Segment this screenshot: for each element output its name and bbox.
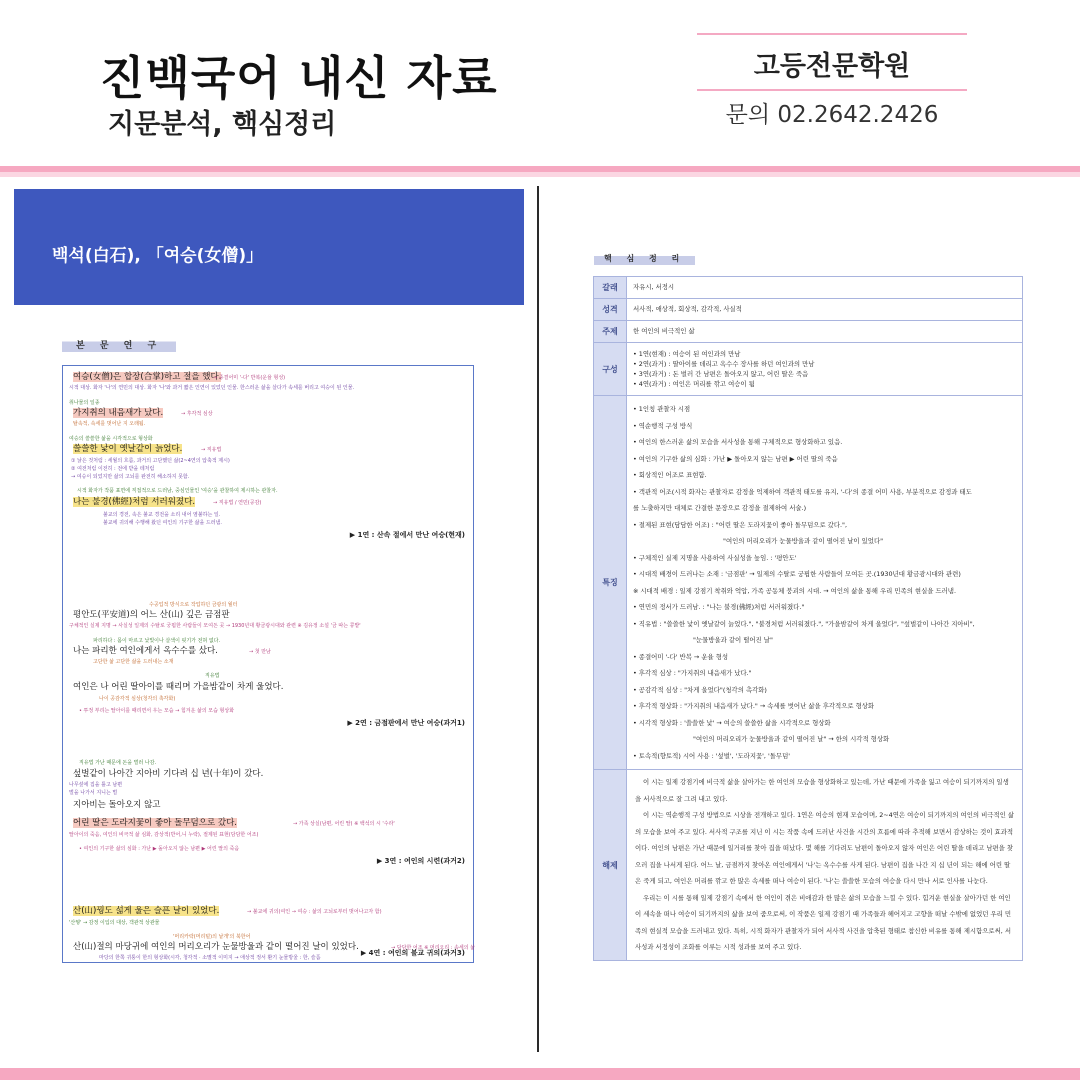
list-item: • 여인의 한스러운 삶의 모습을 서사성을 통해 구체적으로 형상화하고 있음.	[633, 438, 843, 447]
stanza-summary: ▶ 4연 : 여인의 불교 귀의(과거3)	[360, 949, 465, 957]
annotation: → 후각적 심상	[181, 411, 213, 417]
annotation: → 불교에 귀의(여인 → 여승 : 삶의 고뇌로부터 벗어나고자 함)	[247, 909, 382, 915]
list-item: • 종결어미 '-다' 반복 → 운율 형성	[633, 652, 729, 661]
annotation: 고단한 삶 고단한 삶을 드러내는 소재	[93, 659, 174, 665]
annotation: 직유법 가난 때문에 돈을 벌러 나감.	[79, 760, 157, 766]
row-label: 특징	[594, 396, 627, 770]
row-label: 갈래	[594, 277, 627, 299]
list-item: "여인의 머리오리가 눈물방울과 같이 떨어진 날" → 한의 시각적 형상화	[693, 735, 890, 744]
annotation: → 여승이 되었지만 삶의 고뇌를 완전히 해소하지 못함.	[71, 474, 190, 480]
section-tag-study: 본 문 연 구	[62, 337, 176, 352]
annotation: → 담담한 어조 ※ 머리오리 : 속세의 삶	[391, 945, 475, 951]
row-label: 주제	[594, 321, 627, 343]
list-item: 를 노출하지만 대체로 간결한 문장으로 감정을 절제하여 서술.)	[633, 504, 807, 513]
table-row	[594, 277, 1023, 299]
annotation: 취나물의 일종	[69, 400, 100, 406]
row-value: 자유시, 서정시	[627, 277, 1023, 299]
stanza-summary: ▶ 1연 : 산속 절에서 만난 여승(현재)	[349, 531, 465, 539]
poem-line: 여승(女僧)은 합장(合掌)하고 절을 했다.	[73, 372, 222, 382]
row-value: 한 여인의 비극적인 삶	[627, 321, 1023, 343]
header-rule-middle	[697, 89, 967, 91]
list-item: "여인의 머리오리가 눈물방울과 같이 떨어진 날이 있었다"	[723, 537, 884, 546]
poem-line: 어린 딸은 도라지꽃이 좋아 돌무덤으로 갔다.	[73, 818, 238, 828]
list-item: • 2연(과거) : 딸아이를 데리고 옥수수 장사를 하던 여인과의 만남	[633, 360, 815, 369]
contact-phone: 문의 02.2642.2426	[725, 102, 939, 128]
annotation: 직유법	[205, 673, 220, 679]
pink-band-top-shadow	[0, 172, 1080, 177]
table-row	[594, 299, 1023, 321]
annotation: 벌을 나가서 지니는 벌	[69, 790, 118, 796]
annotation: 파리하다 : 몸이 마르고 낯빛이나 살색이 핏기가 전혀 없다.	[93, 638, 221, 644]
list-item: • 구체적인 실제 지명을 사용하여 사실성을 높임. : '평안도'	[633, 553, 797, 562]
list-item: • 1인칭 관찰자 시점	[633, 405, 691, 414]
annotation: 시적 화자가 작품 표면에 직접적으로 드러남, 중심인물인 '여승'을 관찰하여 제시하는 관찰자.	[77, 488, 278, 494]
header-subtitle: 지문분석, 핵심정리	[108, 109, 337, 140]
annotation: → 종결어미 '-다' 반복(운율 형성)	[213, 375, 286, 381]
banner-title: 백석(白石), 「여승(女僧)」	[52, 246, 264, 266]
annotation: 구체적인 실제 지명 → 사실성 일제의 수탈로 궁핍한 사람들이 모여든 곳 → 1930년대 황금광시대와 관련 ※ 김유정 소설 '금 따는 콩밭'	[69, 623, 361, 629]
annotation: '머리카락(머리털)의 낱개'의 북한어	[173, 934, 251, 940]
title-banner	[14, 189, 524, 305]
poem-line: 쓸쓸한 낯이 옛날같이 늙었다.	[73, 444, 183, 454]
commentary-paragraph: 우리는 이 시를 통해 일제 강점기 속에서 한 여인이 겪은 비애감과 한 많은 삶의 모습을 느낄 수 있다. 힘겨운 현실을 살아가던 한 여인이 세속을 떠나 여승이 되기까지의 삶을 보여 줌으로써, 이 작품은 일제 강점기 때 가족들과 헤어지고 고향을 떠날 수밖에 없었던 우리 민족의 현실적 모습을 드러내고 있다. 특히, 시적 화자가 관찰자가 되어 서사적 사건을 압축된 형태로 참신한 비유를 통해 제시함으로써, 서사성과 서정성이 조화를 이루는 시적 성과를 보여 주고 있다.	[635, 893, 1012, 952]
academy-name: 고등전문학원	[753, 51, 911, 82]
poem-line: 산(山)절의 마당귀에 여인의 머리오리가 눈물방울과 같이 떨어진 날이 있었다.	[73, 942, 359, 952]
list-item: • 공감각적 심상 : "차게 울었다"(청각의 촉각화)	[633, 685, 767, 694]
list-item: • 객관적 어조(시적 화자는 관찰자로 감정을 억제하여 객관적 태도를 유지, '-다'의 종결 어미 사용, 부분적으로 감정과 태도	[633, 487, 972, 496]
annotation: 시적 대상. 화자 '나'의 연민의 대상. 화자 '나'와 과거 짧은 인연이 있었던 인물. 한스러운 삶을 살다가 속세를 버리고 여승이 된 인물.	[69, 385, 355, 391]
row-label: 구성	[594, 343, 627, 396]
row-label: 해제	[594, 770, 627, 961]
annotation: → 직유법 / 연민(공감)	[213, 500, 262, 506]
annotation: 수공업적 방식으로 작업하던 금광의 월터	[149, 602, 238, 608]
annotation: 나무섶에 집을 틀고 남편	[69, 782, 123, 788]
stanza-summary: ▶ 2연 : 금점판에서 만난 여승(과거1)	[347, 719, 465, 727]
row-value: 서사적, 애상적, 회상적, 감각적, 사실적	[627, 299, 1023, 321]
annotation: → 가족 상실(남편, 어린 딸) ※ 백석의 시 '수라'	[293, 821, 395, 827]
page-divider	[537, 186, 539, 1052]
commentary-paragraph: 이 시는 역순행적 구성 방법으로 시상을 전개하고 있다. 1연은 여승의 현재 모습이며, 2~4연은 여승이 되기까지의 여인의 비극적인 삶의 모습을 보여 주고 있다. 서사적 구조를 지닌 이 시는 작품 속에 드러난 사건을 시간의 흐름에 따라 추적해 보면서 감상하는 것이 효과적이다. 여인의 남편은 가난 때문에 일거리를 찾아 집을 떠났다. 몇 해를 기다려도 남편이 돌아오지 않자 여인은 어린 딸을 데리고 남편을 찾으러 집을 나서게 된다. 어느 날, 금점까지 찾아온 여인에게서 '나'는 옥수수를 사게 된다. 남편이 집을 나간 지 십 년이 되는 해에 어린 딸은 죽게 되고, 여인은 머리를 깎고 한 많은 속세를 떠나 여승이 된다. '나'는 쓸쓸한 모습의 여승을 다시 만나 서로 인사를 나눈다.	[635, 811, 1014, 886]
commentary-paragraph: 이 시는 일제 강점기에 비극적 삶을 살아가는 한 여인의 모습을 형상화하고 있는데, 가난 때문에 가족을 잃고 여승이 되기까지의 일생을 서사적으로 잘 그려 내고 있다.	[635, 778, 1009, 803]
table-row	[594, 343, 1023, 396]
table-row	[594, 396, 1023, 770]
list-item: • 절제된 표현(담담한 어조) : "어린 딸은 도라지꽃이 좋아 돌무덤으로 갔다.",	[633, 520, 848, 529]
annotation: → 첫 만남	[249, 649, 271, 655]
list-item: • 연민의 정서가 드러남. : "나는 불경(佛經)처럼 서러워졌다."	[633, 603, 805, 612]
list-item: • 시각적 형상화 : '쓸쓸한 낯' → 여승의 쓸쓸한 삶을 시각적으로 형상화	[633, 718, 831, 727]
header-title: 진백국어 내신 자료	[100, 51, 498, 105]
poem-line: 섶벌같이 나아간 지아비 기다려 십 년(十年)이 갔다.	[73, 769, 264, 779]
list-item: • 토속적(향토적) 시어 사용 : '섶벌', '도라지꽃', '돌무덤'	[633, 751, 791, 760]
pink-band-bottom	[0, 1068, 1080, 1080]
list-item: • 여인의 기구한 삶의 심화 : 가난 ▶ 돌아오지 않는 남편 ▶ 어린 딸의 죽음	[633, 454, 838, 463]
stanza-summary: ▶ 3연 : 여인의 시련(과거2)	[376, 857, 465, 865]
section-tag-summary: 핵 심 정 리	[594, 252, 695, 265]
list-item: • 역순행적 구성 방식	[633, 421, 693, 430]
list-item: "눈물방울과 같이 떨어진 날"	[693, 636, 773, 645]
text-study-box	[62, 365, 474, 963]
list-item: • 시대적 배경이 드러나는 소재 : '금점판' → 일제의 수탈로 궁핍한 사람들이 모여든 곳.(1930년대 황금광시대와 관련)	[633, 570, 961, 579]
row-value	[627, 343, 1023, 396]
poem-line: 평안도(平安道)의 어느 산(山) 깊은 금점판	[73, 610, 230, 620]
row-value	[627, 396, 1023, 770]
row-label: 성격	[594, 299, 627, 321]
annotation: ② 여전처럼 이전히 : 전에 받을 테처럼	[71, 466, 155, 472]
annotation: 불교의 경전, 속은 불교 경전을 소리 내어 염불하는 일.	[103, 512, 221, 518]
list-item: • 3연(과거) : 돈 벌러 간 남편은 돌아오지 않고, 어린 딸은 죽음	[633, 370, 809, 379]
annotation: 마당의 한쪽 귀퉁이 한의 형상화(시각, 청각적 · 소멸적 이미지 → 애상적 정서 환기 눈물방울 : 한, 슬픔	[99, 955, 321, 961]
annotation: • 투정 부리는 딸아이를 때리면서 우는 모습 → 힘겨운 삶의 모습 형상화	[79, 708, 235, 714]
poem-line: 여인은 나 어린 딸아이를 때리며 가을밤같이 차게 울었다.	[73, 682, 284, 692]
list-item: • 후각적 형상화 : "가지취의 내음새가 났다." → 속세를 벗어난 삶을 후각적으로 형상화	[633, 702, 875, 711]
annotation: 불교에 귀의해 수행해 왔던 여인의 기구한 삶을 드러냄.	[103, 520, 222, 526]
poem-line: 나는 파리한 여인에게서 옥수수를 샀다.	[73, 646, 218, 656]
annotation: 나이 공감각적 심상(청각의 촉각화)	[99, 696, 176, 702]
list-item: • 후각적 심상 : "가지취의 내음새가 났다."	[633, 669, 752, 678]
annotation: 여승의 쓸쓸한 삶을 시각적으로 형상화	[69, 436, 153, 442]
table-row	[594, 770, 1023, 961]
list-item: • 4연(과거) : 여인은 머리를 깎고 여승이 됨	[633, 380, 755, 389]
annotation: • 여인의 기구한 삶의 심화 : 가난 ▶ 돌아오지 않는 남편 ▶ 어린 딸의 죽음	[79, 846, 240, 852]
annotation: → 직유법	[201, 447, 222, 453]
list-item: • 직유법 : "쓸쓸한 낯이 옛날같이 늙었다.", "불경처럼 서러워졌다.", "가을밤같이 차게 울었다", "섶벌같이 나아간 지아비",	[633, 619, 975, 628]
table-row	[594, 321, 1023, 343]
header-rule-top	[697, 33, 967, 35]
poem-line: 산(山)꿩도 섧게 울은 슬픈 날이 있었다.	[73, 906, 220, 916]
annotation: ① 낡은 것처럼 : 세월의 흐름, 과거의 고단했던 삶(2~4연의 압축적 제시)	[71, 458, 230, 464]
row-value	[627, 770, 1023, 961]
list-item: • 회상적인 어조로 표현함.	[633, 471, 707, 480]
poem-line: 나는 불경(佛經)처럼 서러워졌다.	[73, 497, 196, 507]
poem-line: 가지취의 내음새가 났다.	[73, 408, 164, 418]
poem-line: 지아비는 돌아오지 않고	[73, 800, 161, 810]
annotation: '산꿩' → 감정 이입의 대상, 객관적 상관물	[69, 920, 160, 926]
annotation: 탈속적, 속세를 벗어난 지 오래됨.	[73, 421, 146, 427]
annotation: 딸아이의 죽음, 여인의 비극적 삶 심화, 감상적(반어,니 누락), 절제된 표현(담담한 어조)	[69, 832, 259, 838]
summary-table	[593, 276, 1023, 961]
list-item: ※ 시대적 배경 : 일제 강점기 착취와 억압, 가족 공동체 붕괴의 시대. → 여인의 삶을 통해 우리 민족의 현실을 드러냄.	[633, 586, 957, 595]
list-item: • 1연(현재) : 여승이 된 여인과의 만남	[633, 350, 741, 358]
